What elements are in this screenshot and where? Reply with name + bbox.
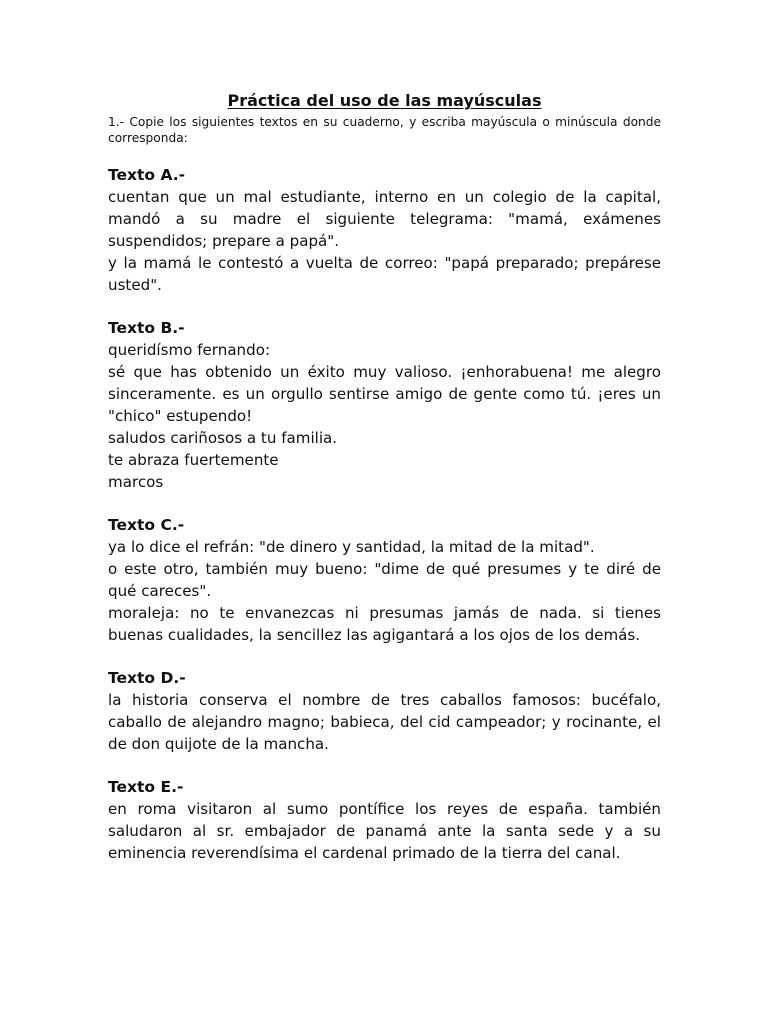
texto-b-section bbox=[108, 317, 661, 493]
texto-b-paragraph-2: sé que has obtenido un éxito muy valioso. ¡enhorabuena! me alegro sinceramente. es un orgullo sentirse amigo de gente como tú. ¡eres un "chico" estupendo! bbox=[108, 363, 661, 425]
texto-a-heading: Texto A.- bbox=[108, 166, 186, 184]
texto-b-heading: Texto B.- bbox=[108, 319, 185, 337]
texto-c-heading: Texto C.- bbox=[108, 516, 185, 534]
texto-c-paragraph-3: moraleja: no te envanezcas ni presumas jamás de nada. si tienes buenas cualidades, la sencillez las agigantará a los ojos de los demás. bbox=[108, 604, 661, 644]
page-title: Práctica del uso de las mayúsculas bbox=[227, 91, 542, 110]
texto-c-paragraph-1: ya lo dice el refrán: "de dinero y santidad, la mitad de la mitad". bbox=[108, 538, 595, 556]
texto-b-paragraph-5: marcos bbox=[108, 473, 164, 491]
texto-d-heading: Texto D.- bbox=[108, 669, 186, 687]
texto-e-heading: Texto E.- bbox=[108, 778, 184, 796]
texto-a-section bbox=[108, 164, 661, 296]
texto-d-paragraph-1: la historia conserva el nombre de tres caballos famosos: bucéfalo, caballo de alejandro magno; babieca, del cid campeador; y rocinante, el de don quijote de la mancha. bbox=[108, 691, 661, 753]
texto-a-paragraph-1: cuentan que un mal estudiante, interno en un colegio de la capital, mandó a su madre el siguiente telegrama: "mamá, exámenes suspendidos; prepare a papá". bbox=[108, 188, 661, 250]
texto-b-paragraph-1: queridísmo fernando: bbox=[108, 341, 271, 359]
texto-b-paragraph-4: te abraza fuertemente bbox=[108, 451, 279, 469]
texto-a-paragraph-2: y la mamá le contestó a vuelta de correo: "papá preparado; prepárese usted". bbox=[108, 254, 661, 294]
texto-c-section bbox=[108, 514, 661, 646]
texto-e-section bbox=[108, 776, 661, 864]
texto-b-paragraph-3: saludos cariñosos a tu familia. bbox=[108, 429, 338, 447]
texto-c-paragraph-2: o este otro, también muy bueno: "dime de qué presumes y te diré de qué careces". bbox=[108, 560, 661, 600]
instruction-text: 1.- Copie los siguientes textos en su cuaderno, y escriba mayúscula o minúscula donde corresponda: bbox=[108, 115, 661, 145]
texto-d-section bbox=[108, 667, 661, 755]
texto-e-paragraph-1: en roma visitaron al sumo pontífice los reyes de españa. también saludaron al sr. embajador de panamá ante la santa sede y a su eminencia reverendísima el cardenal primado de la tierra del canal. bbox=[108, 800, 661, 862]
